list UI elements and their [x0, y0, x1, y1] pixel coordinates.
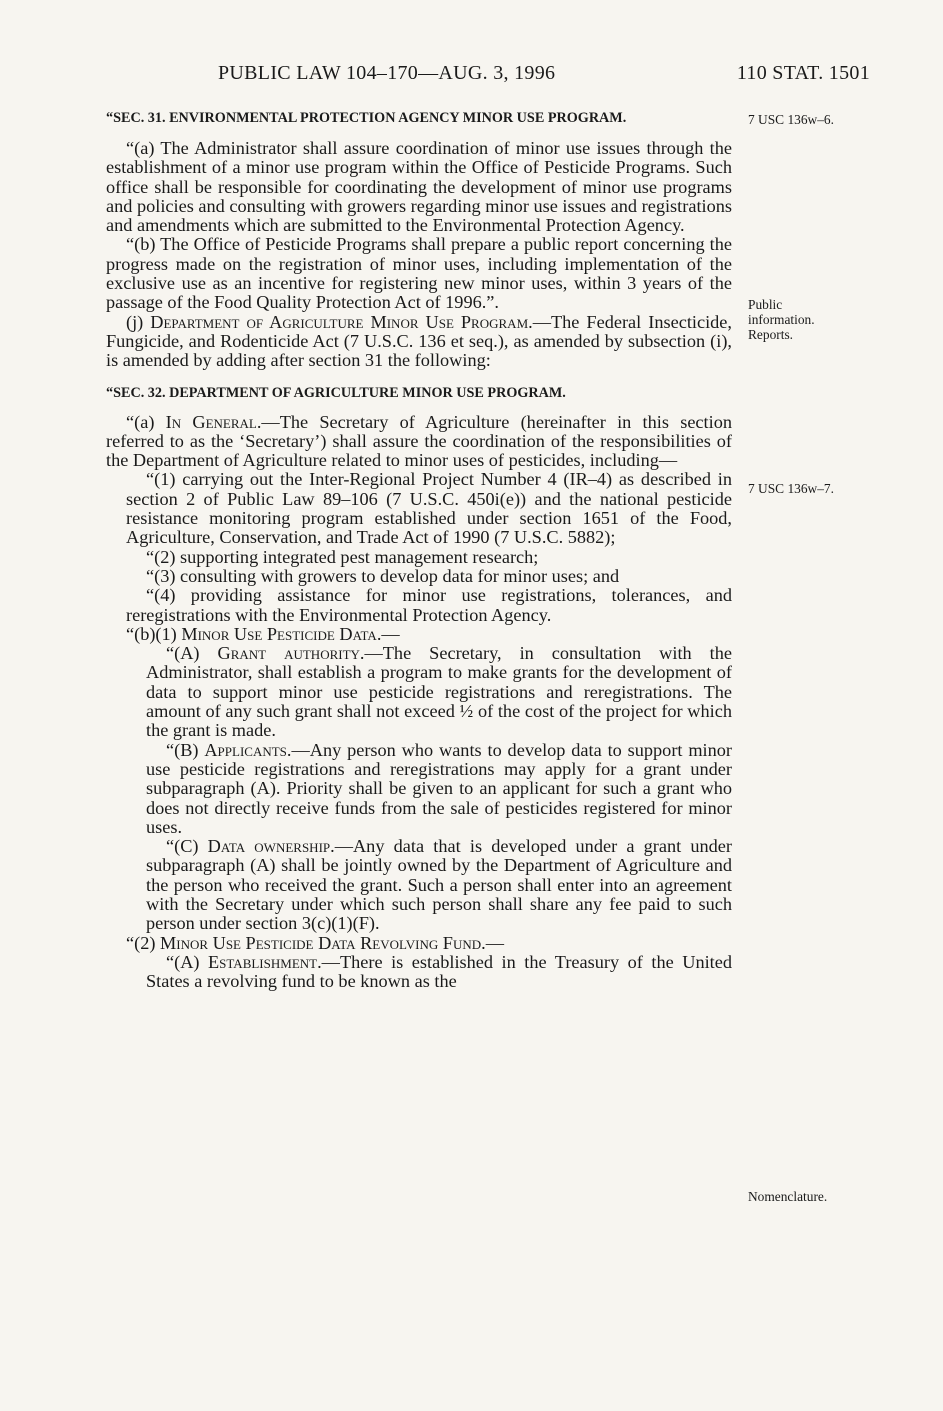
margin-note-public-information	[748, 297, 815, 342]
margin-note-usc-136w-7: 7 USC 136w–7.	[748, 481, 834, 496]
list-item-4: “(4) providing assistance for minor use registrations, tolerances, and reregistrations with the Environmental Protection Agency.	[126, 585, 732, 625]
b1-heading: Minor Use Pesticide Data.	[181, 623, 382, 644]
section-31-paragraph-b: “(b) The Office of Pesticide Programs shall prepare a public report concerning the progress made on the registration of minor uses, including implementation of the exclusive use as an incentive for registering new minor uses, within 3 years of the passage of the Food Quality Protection Act of 1996.”.	[106, 234, 732, 313]
estab-prefix: “(A)	[166, 951, 209, 972]
paragraph-2	[106, 934, 732, 953]
subparagraph-A	[106, 644, 732, 740]
margin-note-line: Reports.	[748, 327, 794, 342]
subparagraph-establishment	[106, 953, 732, 992]
subsection-j-heading: Department of Agriculture Minor Use Program.	[150, 311, 533, 332]
p2-text: —	[485, 932, 504, 953]
para-a-heading: In General.	[165, 411, 262, 432]
para-a-prefix: “(a)	[126, 411, 166, 432]
page-header	[106, 62, 870, 86]
main-text	[106, 109, 732, 991]
b1-prefix: “(b)(1)	[126, 623, 182, 644]
A-heading: Grant authority.	[217, 643, 365, 664]
p2-prefix: “(2)	[126, 932, 161, 953]
C-text: —Any data that is developed under a grant under subparagraph (A) shall be jointly owned by the Department of Agriculture and the person who received the grant. Such a person shall enter into an agreement with the Secretary under which such person shall share any fee paid to such person under section 3(c)(1)(F).	[146, 836, 732, 934]
estab-text: —There is established in the Treasury of the United States a revolving fund to be known as the	[146, 951, 732, 992]
section-32-paragraph-a	[106, 413, 732, 471]
statute-page-number: 110 STAT. 1501	[736, 62, 870, 84]
list-item-3: “(3) consulting with growers to develop data for minor uses; and	[146, 565, 620, 586]
list-item-2: “(2) supporting integrated pest management research;	[146, 546, 539, 567]
estab-heading: Establishment.	[208, 951, 322, 972]
margin-note-nomenclature: Nomenclature.	[748, 1189, 828, 1204]
B-heading: Applicants.	[204, 739, 292, 760]
A-prefix: “(A)	[166, 643, 218, 664]
subparagraph-C	[106, 837, 732, 933]
margin-note-usc-136w-6: 7 USC 136w–6.	[748, 112, 834, 127]
list-item-1: “(1) carrying out the Inter-Regional Project Number 4 (IR–4) as described in section 2 of Public Law 89–106 (7 U.S.C. 450i(e)) and the national pesticide resistance monitoring program established under section 1651 of the Food, Agriculture, Conservation, and Trade Act of 1990 (7 U.S.C. 5882);	[126, 469, 732, 548]
C-heading: Data ownership.	[207, 836, 335, 857]
subparagraph-B	[106, 741, 732, 837]
p2-heading: Minor Use Pesticide Data Revolving Fund.	[160, 932, 486, 953]
A-text: —The Secretary, in consultation with the Administrator, shall establish a program to make grants for the development of data to support minor use pesticide registrations and reregistrations. The amount of any such grant shall not exceed ½ of the cost of the project for which the grant is made.	[146, 643, 732, 741]
B-prefix: “(B)	[166, 739, 205, 760]
section-31-paragraph-a: “(a) The Administrator shall assure coordination of minor use issues through the establishment of a minor use program within the Office of Pesticide Programs. Such office shall be responsible for coordinating the development of minor use programs and policies and consulting with growers regarding minor use issues and registrations and amendments which are submitted to the Environmental Protection Agency.	[106, 138, 733, 236]
B-text: —Any person who wants to develop data to support minor use pesticide registrations and reregistrations may apply for a grant under subparagraph (A). Priority shall be given to an applicant for such a grant who does not directly receive funds from the sale of pesticides registered for minor uses.	[146, 739, 732, 837]
paragraph-b1	[106, 625, 732, 644]
b1-text: —	[381, 623, 400, 644]
subsection-j-prefix: (j)	[126, 311, 151, 332]
running-head: PUBLIC LAW 104–170—AUG. 3, 1996	[218, 62, 556, 84]
subsection-j	[106, 313, 732, 371]
section-31-heading: “SEC. 31. ENVIRONMENTAL PROTECTION AGENCY MINOR USE PROGRAM.	[106, 110, 627, 126]
C-prefix: “(C)	[166, 836, 208, 857]
margin-note-line: Public	[748, 297, 783, 312]
subsection-j-text: —The Federal Insecticide, Fungicide, and Rodenticide Act (7 U.S.C. 136 et seq.), as amended by subsection (i), is amended by adding after section 31 the following:	[106, 311, 732, 371]
para-a-text: —The Secretary of Agriculture (hereinafter in this section referred to as the ‘Secretary’) shall assure the coordination of the responsibilities of the Department of Agriculture related to minor uses of pesticides, including—	[106, 411, 732, 471]
section-32-heading: “SEC. 32. DEPARTMENT OF AGRICULTURE MINOR USE PROGRAM.	[106, 384, 566, 401]
margin-note-line: information.	[748, 312, 815, 327]
